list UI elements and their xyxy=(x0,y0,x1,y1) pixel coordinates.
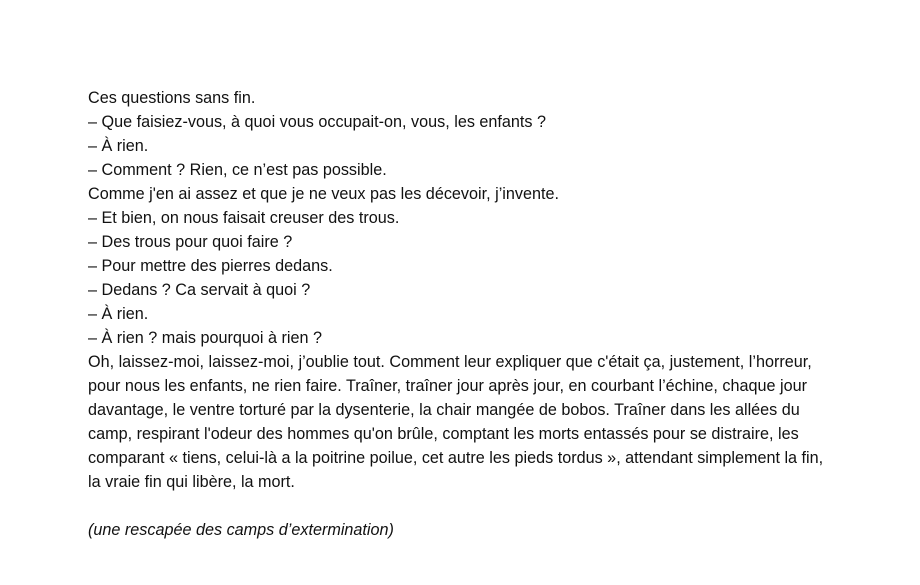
dialogue-line: – Comment ? Rien, ce n’est pas possible. xyxy=(88,161,387,179)
attribution: (une rescapée des camps d’extermination) xyxy=(88,521,394,539)
dialogue-line: – À rien. xyxy=(88,137,149,155)
text-block xyxy=(88,86,858,542)
dialogue-line: – À rien. xyxy=(88,305,149,323)
dialogue-line: – Et bien, on nous faisait creuser des trous. xyxy=(88,209,400,227)
dialogue-line: – À rien ? mais pourquoi à rien ? xyxy=(88,329,322,347)
dialogue-line: – Dedans ? Ca servait à quoi ? xyxy=(88,281,311,299)
text-line: Ces questions sans fin. xyxy=(88,89,256,107)
dialogue-line: – Des trous pour quoi faire ? xyxy=(88,233,293,251)
dialogue-line: – Pour mettre des pierres dedans. xyxy=(88,257,333,275)
body-paragraph: Oh, laissez-moi, laissez-moi, j’oublie tout. Comment leur expliquer que c'était ça, justement, l’horreur, pour nous les enfants, ne rien faire. Traîner, traîner jour après jour, en courbant l’échine, chaque jour davantage, le ventre torturé par la dysenterie, la chair mangée de bobos. Traîner dans les allées du camp, respirant l'odeur des hommes qu'on brûle, comptant les morts entassés pour se distraire, les comparant « tiens, celui-là a la poitrine poilue, cet autre les pieds tordus », attendant simplement la fin, la vraie fin qui libère, la mort. xyxy=(88,353,824,491)
paragraph-spacer xyxy=(88,494,858,518)
dialogue-line: – Que faisiez-vous, à quoi vous occupait-on, vous, les enfants ? xyxy=(88,113,547,131)
text-line: Comme j'en ai assez et que je ne veux pas les décevoir, j’invente. xyxy=(88,185,559,203)
